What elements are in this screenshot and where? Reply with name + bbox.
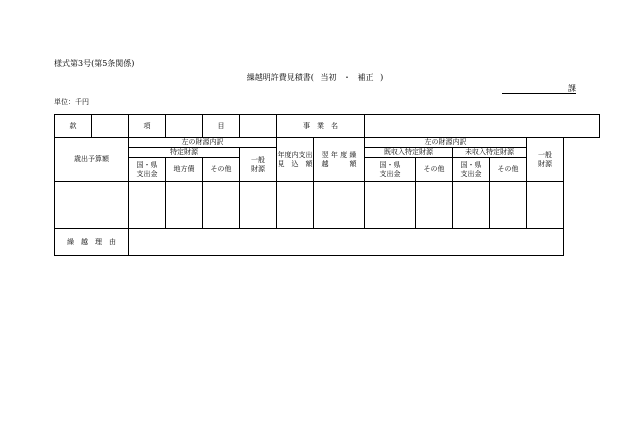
received-np-line1: 国・県	[379, 161, 401, 170]
next-fy-line1: 翌 年 度 繰	[321, 151, 357, 160]
section-suffix: 課	[568, 84, 576, 93]
received-national-pref-label	[365, 158, 416, 182]
left-national-pref-cell[interactable]	[129, 182, 166, 229]
budget-amount-label: 歳出予算額	[55, 138, 129, 182]
kou-cell[interactable]	[166, 115, 203, 138]
fy-expenditure-cell[interactable]	[277, 182, 314, 229]
project-name-cell[interactable]	[365, 115, 600, 138]
moku-cell[interactable]	[240, 115, 277, 138]
moku-label: 目	[203, 115, 240, 138]
section-field[interactable]	[502, 84, 576, 94]
left-general-source-label	[240, 148, 277, 182]
estimate-table	[54, 114, 600, 256]
received-national-pref-cell[interactable]	[365, 182, 416, 229]
right-general-source-label	[527, 138, 564, 182]
option-initial: 当初	[320, 73, 337, 82]
kan-label: 款	[55, 115, 92, 138]
form-number-label: 様式第3号(第5条関係)	[54, 59, 135, 68]
kan-cell[interactable]	[92, 115, 129, 138]
local-bond-label: 地方債	[166, 158, 203, 182]
left-general-source-cell[interactable]	[240, 182, 277, 229]
left-other-label: その他	[203, 158, 240, 182]
next-fy-carryover-cell[interactable]	[314, 182, 365, 229]
unit-label: 単位：千円	[54, 98, 89, 106]
option-revised: 補正	[357, 73, 374, 82]
carryover-reason-label: 繰 越 理 由	[55, 229, 129, 256]
kou-label: 項	[129, 115, 166, 138]
title-close: )	[380, 73, 384, 82]
fy-expenditure-label	[277, 138, 314, 182]
right-breakdown-label: 左の財源内訳	[365, 138, 527, 148]
left-other-cell[interactable]	[203, 182, 240, 229]
next-fy-carryover-label	[314, 138, 365, 182]
received-other-label: その他	[416, 158, 453, 182]
left-breakdown-label: 左の財源内訳	[129, 138, 277, 148]
left-np-line2: 支出金	[136, 169, 158, 178]
document-title	[0, 72, 630, 83]
local-bond-cell[interactable]	[166, 182, 203, 229]
unreceived-national-pref-label	[453, 158, 490, 182]
project-name-label: 事 業 名	[277, 115, 365, 138]
unreceived-specific-label: 未収入特定財源	[453, 148, 527, 158]
budget-amount-cell[interactable]	[55, 182, 129, 229]
left-np-line1: 国・県	[136, 161, 158, 170]
unreceived-other-label: その他	[490, 158, 527, 182]
received-specific-label: 既収入特定財源	[365, 148, 453, 158]
option-separator: ・	[343, 73, 351, 82]
unreceived-other-cell[interactable]	[490, 182, 527, 229]
left-general-line1: 一般	[251, 156, 265, 165]
right-general-line2: 財源	[538, 159, 552, 168]
received-np-line2: 支出金	[379, 169, 401, 178]
unreceived-np-line2: 支出金	[460, 169, 482, 178]
value-row	[55, 182, 600, 229]
next-fy-line2: 越 額	[321, 159, 357, 168]
carryover-reason-cell[interactable]	[129, 229, 564, 256]
received-other-cell[interactable]	[416, 182, 453, 229]
title-text: 繰越明許費見積書(	[246, 73, 314, 82]
right-general-line1: 一般	[538, 151, 552, 160]
fy-expenditure-line1: 年度内支出	[277, 151, 313, 160]
left-national-pref-label	[129, 158, 166, 182]
specific-source-label: 特定財源	[129, 148, 240, 158]
right-general-source-cell[interactable]	[527, 182, 564, 229]
fy-expenditure-line2: 見 込 額	[277, 159, 313, 168]
left-general-line2: 財源	[251, 164, 265, 173]
unreceived-national-pref-cell[interactable]	[453, 182, 490, 229]
unreceived-np-line1: 国・県	[460, 161, 482, 170]
